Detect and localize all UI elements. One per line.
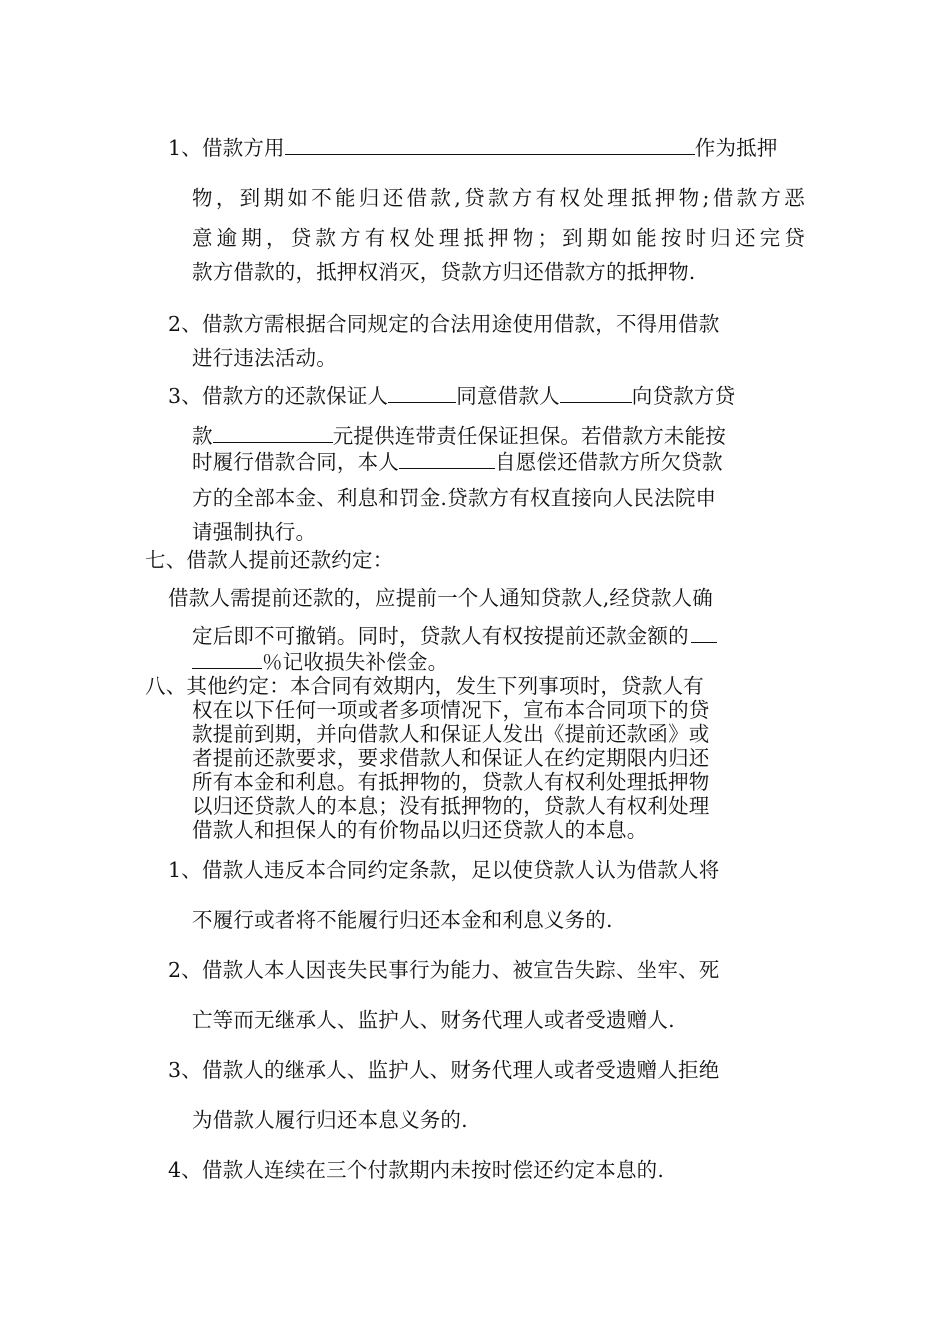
- text: 向贷款方贷: [631, 384, 736, 408]
- section-8-line-6: 以归还贷款人的本息；没有抵押物的，贷款人有权利处理: [192, 794, 710, 818]
- text: 借款人的继承人、监护人、财务代理人或者受遗赠人拒绝: [201, 1058, 720, 1082]
- text: 元提供连带责任保证担保。若借款方未能按: [332, 424, 727, 448]
- item-number: 3、: [168, 384, 202, 408]
- section-8-item-1-line-2: 不履行或者将不能履行归还本金和利息义务的.: [192, 908, 613, 932]
- item-3-line-2: [192, 424, 726, 448]
- item-number: 1、: [168, 136, 202, 160]
- text: 借款方需根据合同规定的合法用途使用借款，不得用借款: [201, 312, 720, 336]
- fill-blank-collateral: [285, 136, 695, 155]
- text: 借款方的还款保证人: [201, 384, 389, 408]
- item-3-line-1: [168, 384, 735, 408]
- section-7-heading: 七、借款人提前还款约定：: [145, 548, 394, 572]
- item-1-line-4: 款方借款的，抵押权消灭，贷款方归还借款方的抵押物.: [192, 260, 696, 284]
- item-number: 2、: [168, 958, 202, 982]
- section-8-item-2-line-1: [168, 958, 719, 982]
- text: 定后即不可撤销。同时，贷款人有权按提前还款金额的: [192, 624, 689, 648]
- item-number: 3、: [168, 1058, 202, 1082]
- section-7-line-1: 借款人需提前还款的，应提前一个人通知贷款人,经贷款人确: [168, 586, 713, 610]
- section-8-item-3-line-2: 为借款人履行归还本息义务的.: [192, 1108, 468, 1132]
- text: 作为抵押: [694, 136, 778, 160]
- section-8-line-7: 借款人和担保人的有价物品以归还贷款人的本息。: [192, 818, 648, 842]
- item-number: 4、: [168, 1158, 202, 1182]
- item-1-line-2: 物，到期如不能归还借款,贷款方有权处理抵押物;借款方恶: [192, 186, 805, 210]
- section-8-item-1-line-1: [168, 858, 719, 882]
- item-number: 1、: [168, 858, 202, 882]
- item-1-line-3: 意逾期，贷款方有权处理抵押物；到期如能按时归还完贷: [192, 226, 805, 250]
- section-8-line-3: 款提前到期，并向借款人和保证人发出《提前还款函》或: [192, 722, 710, 746]
- text: 同意借款人: [456, 384, 560, 408]
- item-2-line-2: 进行违法活动。: [192, 346, 337, 370]
- text: 自愿偿还借款方所欠贷款: [495, 450, 723, 474]
- section-8-line-4: 者提前还款要求，要求借款人和保证人在约定期限内归还: [192, 746, 710, 770]
- item-3-line-4: 方的全部本金、利息和罚金.贷款方有权直接向人民法院申: [192, 486, 717, 510]
- item-number: 2、: [168, 312, 202, 336]
- item-1-line-1: [168, 136, 778, 160]
- section-8-item-4-line-1: [168, 1158, 664, 1182]
- text: 借款人连续在三个付款期内未按时偿还约定本息的.: [201, 1158, 665, 1182]
- fill-blank-guarantor: [388, 384, 456, 403]
- fill-blank-amount: [213, 424, 333, 443]
- section-8-item-2-line-2: 亡等而无继承人、监护人、财务代理人或者受遗赠人.: [192, 1008, 675, 1032]
- text: ％记收损失补偿金。: [262, 650, 449, 674]
- text: 借款人本人因丧失民事行为能力、被宣告失踪、坐牢、死: [201, 958, 720, 982]
- item-3-line-5: 请强制执行。: [192, 520, 317, 544]
- fill-blank-guarantor-name: [399, 450, 495, 469]
- text: 时履行借款合同，本人: [192, 450, 399, 474]
- section-7-line-3: [192, 650, 448, 674]
- section-8-line-5: 所有本金和利息。有抵押物的，贷款人有权利处理抵押物: [192, 770, 710, 794]
- fill-blank-borrower: [560, 384, 632, 403]
- section-8-item-3-line-1: [168, 1058, 719, 1082]
- fill-blank-percent-part-1: [691, 624, 717, 643]
- text: 借款人违反本合同约定条款，足以使贷款人认为借款人将: [201, 858, 720, 882]
- text: 款: [192, 424, 213, 448]
- item-2-line-1: [168, 312, 719, 336]
- fill-blank-percent-part-2: [192, 650, 262, 669]
- text: 借款方用: [201, 136, 285, 160]
- section-8-line-2: 权在以下任何一项或者多项情况下，宣布本合同项下的贷: [192, 698, 710, 722]
- section-8-line-1: 八、其他约定：本合同有效期内，发生下列事项时，贷款人有: [145, 674, 704, 698]
- item-3-line-3: [192, 450, 723, 474]
- section-7-line-2: [192, 624, 717, 648]
